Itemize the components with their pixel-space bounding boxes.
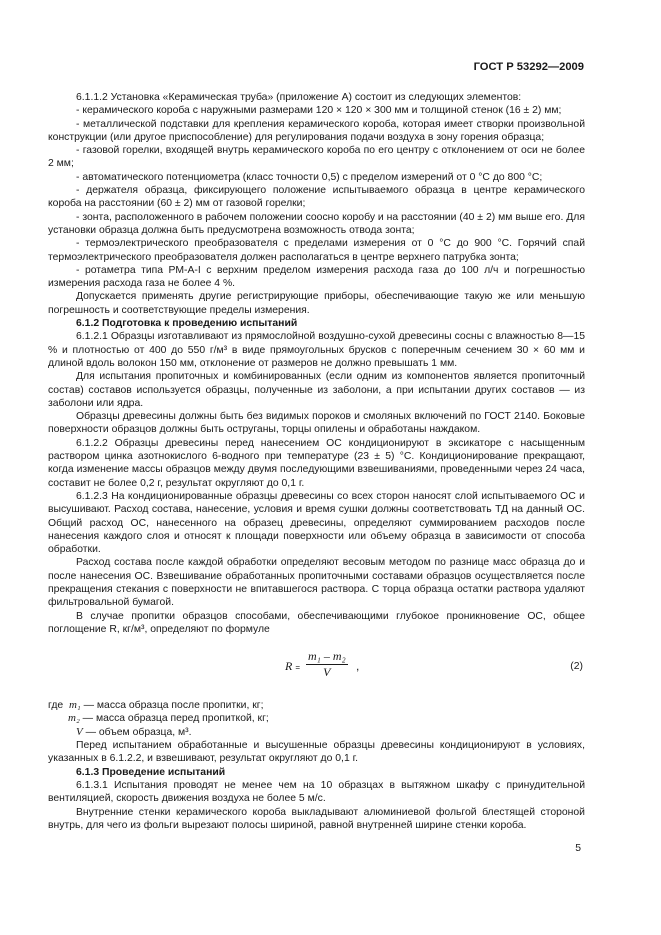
where-item bbox=[48, 726, 585, 739]
paragraph: 6.1.2.3 На кондиционированные образцы древесины со всех сторон наносят слой испытываемого ОС и высушивают. Расход состава, нанесение, условия и время сушки должны соответствовать ТД на данный ОС. Общий расход ОС, нанесенного на образец древесины, определяют суммированием расходов после нанесения каждого слоя и относят к площади поверхности или объему образца в зависимости от способа обработки. bbox=[48, 490, 585, 556]
paragraph: Расход состава после каждой обработки определяют весовым методом по разнице масс образца до и после нанесения ОС. Взвешивание обработанных пропиточными составами образцов осуществляется после прекращения стекания с поверхности не впитавшегося раствора. С торца образца остатки раствора удаляют фильтровальной бумагой. bbox=[48, 557, 585, 609]
where-item bbox=[48, 699, 585, 712]
paragraph: В случае пропитки образцов способами, обеспечивающими глубокое проникновение ОС, общее поглощение R, кг/м³, определяют по формуле bbox=[48, 610, 585, 635]
list-item: - металлической подставки для крепления керамического короба, которая имеет створки произвольной конструкции (или другое приспособление) для регулирования подачи воздуха в зону горения образца; bbox=[48, 118, 585, 143]
list-item: - держателя образца, фиксирующего положение испытываемого образца в центре керамического короба на расстоянии (60 ± 2) мм от газовой горелки; bbox=[48, 185, 585, 210]
formula-lhs: R = bbox=[285, 659, 301, 674]
section-heading: 6.1.2 Подготовка к проведению испытаний bbox=[76, 318, 298, 330]
section-heading: 6.1.3 Проведение испытаний bbox=[76, 766, 226, 778]
list-item: - ротаметра типа РМ-А-I с верхним пределом измерения расхода газа до 100 л/ч и погрешностью измерения расхода газа не более 4 %. bbox=[48, 264, 585, 290]
where-text: — масса образца перед пропиткой, кг; bbox=[82, 713, 269, 725]
formula-block bbox=[48, 645, 585, 695]
formula-numerator: m₁ – m₂ bbox=[306, 650, 348, 665]
where-symbol: m₁ bbox=[68, 699, 81, 712]
paragraph: Допускается применять другие регистрирующие приборы, обеспечивающие такую же или меньшую погрешность и соответствующие пределы измерения. bbox=[48, 291, 585, 316]
list-item: - зонта, расположенного в рабочем положении соосно коробу и на расстоянии (40 ± 2) мм выше его. Для установки образца должна быть предусмотрена возможность отвода зонта; bbox=[48, 211, 585, 236]
list-item: - газовой горелки, входящей внутрь керамического короба по его центру с отклонением от оси не более 2 мм; bbox=[48, 145, 585, 170]
where-text: — масса образца после пропитки, кг; bbox=[83, 700, 264, 712]
paragraph: 6.1.2.2 Образцы древесины перед нанесением ОС кондиционируют в эксикаторе с насыщенным раствором цинка азотнокислого 6-водного при температуре (23 ± 5) °С. Кондиционирование прекращают, когда изменение массы образцов между двумя последующими взвешиваниями, проведенными через 24 часа, составит не более 0,2 г, результат округляют до 0,1 г. bbox=[48, 437, 585, 489]
paragraph: 6.1.2.1 Образцы изготавливают из прямослойной воздушно-сухой древесины сосны с влажностью 8—15 % и плотностью от 400 до 550 г/м³ в виде прямоугольных брусков с поперечным сечением 30 × 60 мм и длиной вдоль волокон 150 мм, отклонение от размеров не должно превышать 1 мм. bbox=[48, 331, 585, 369]
paragraph: 6.1.3.1 Испытания проводят не менее чем на 10 образцах в вытяжном шкафу с принудительной вентиляцией, скорость движения воздуха не более 5 м/с. bbox=[48, 779, 585, 805]
document-body bbox=[48, 91, 585, 832]
paragraph: Перед испытанием обработанные и высушенные образцы древесины кондиционируют в условиях, указанных в 6.1.2.2, и взвешивают, результат округляют до 0,1 г. bbox=[48, 740, 585, 765]
list-item: - термоэлектрического преобразователя с пределами измерения от 0 °С до 900 °С. Горячий спай термоэлектрического преобразователя должен располагаться в центре верхнего патрубка зонта; bbox=[48, 238, 585, 263]
paragraph: Образцы древесины должны быть без видимых пороков и смоляных включений по ГОСТ 2140. Боковые поверхности образцов должны быть оструганы, торцы опилены и обработаны наждаком. bbox=[48, 411, 585, 436]
formula-fraction bbox=[306, 650, 348, 680]
where-text: — объем образца, м³. bbox=[85, 726, 192, 738]
paragraph: Внутренние стенки керамического короба выкладывают алюминиевой фольгой блестящей стороной внутрь, для чего из фольги вырезают полосы шириной, равной внутренней ширине стенки короба. bbox=[48, 806, 585, 831]
formula-comma: , bbox=[356, 659, 360, 674]
where-symbol: V bbox=[76, 725, 83, 738]
paragraph: 6.1.1.2 Установка «Керамическая труба» (приложение А) состоит из следующих элементов: bbox=[76, 92, 522, 103]
list-item: - керамического короба с наружными размерами 120 × 120 × 300 мм и толщиной стенок (16 ± 2) мм; bbox=[76, 105, 562, 117]
where-symbol: m₂ bbox=[68, 712, 80, 725]
list-item: - автоматического потенциометра (класс точности 0,5) с пределом измерений от 0 °С до 800 °С; bbox=[76, 171, 543, 183]
page-number: 5 bbox=[575, 843, 581, 854]
paragraph: Для испытания пропиточных и комбинированных (если одним из компонентов является пропиточный состав) составов используется образцы, полученные из заболони, а при испытании других составов — из заболони или ядра. bbox=[48, 371, 585, 409]
formula-denominator: V bbox=[323, 665, 331, 680]
document-id-header: ГОСТ Р 53292—2009 bbox=[473, 61, 584, 73]
where-item bbox=[48, 712, 585, 725]
formula-number: (2) bbox=[570, 661, 583, 673]
where-lead: где bbox=[48, 700, 64, 712]
